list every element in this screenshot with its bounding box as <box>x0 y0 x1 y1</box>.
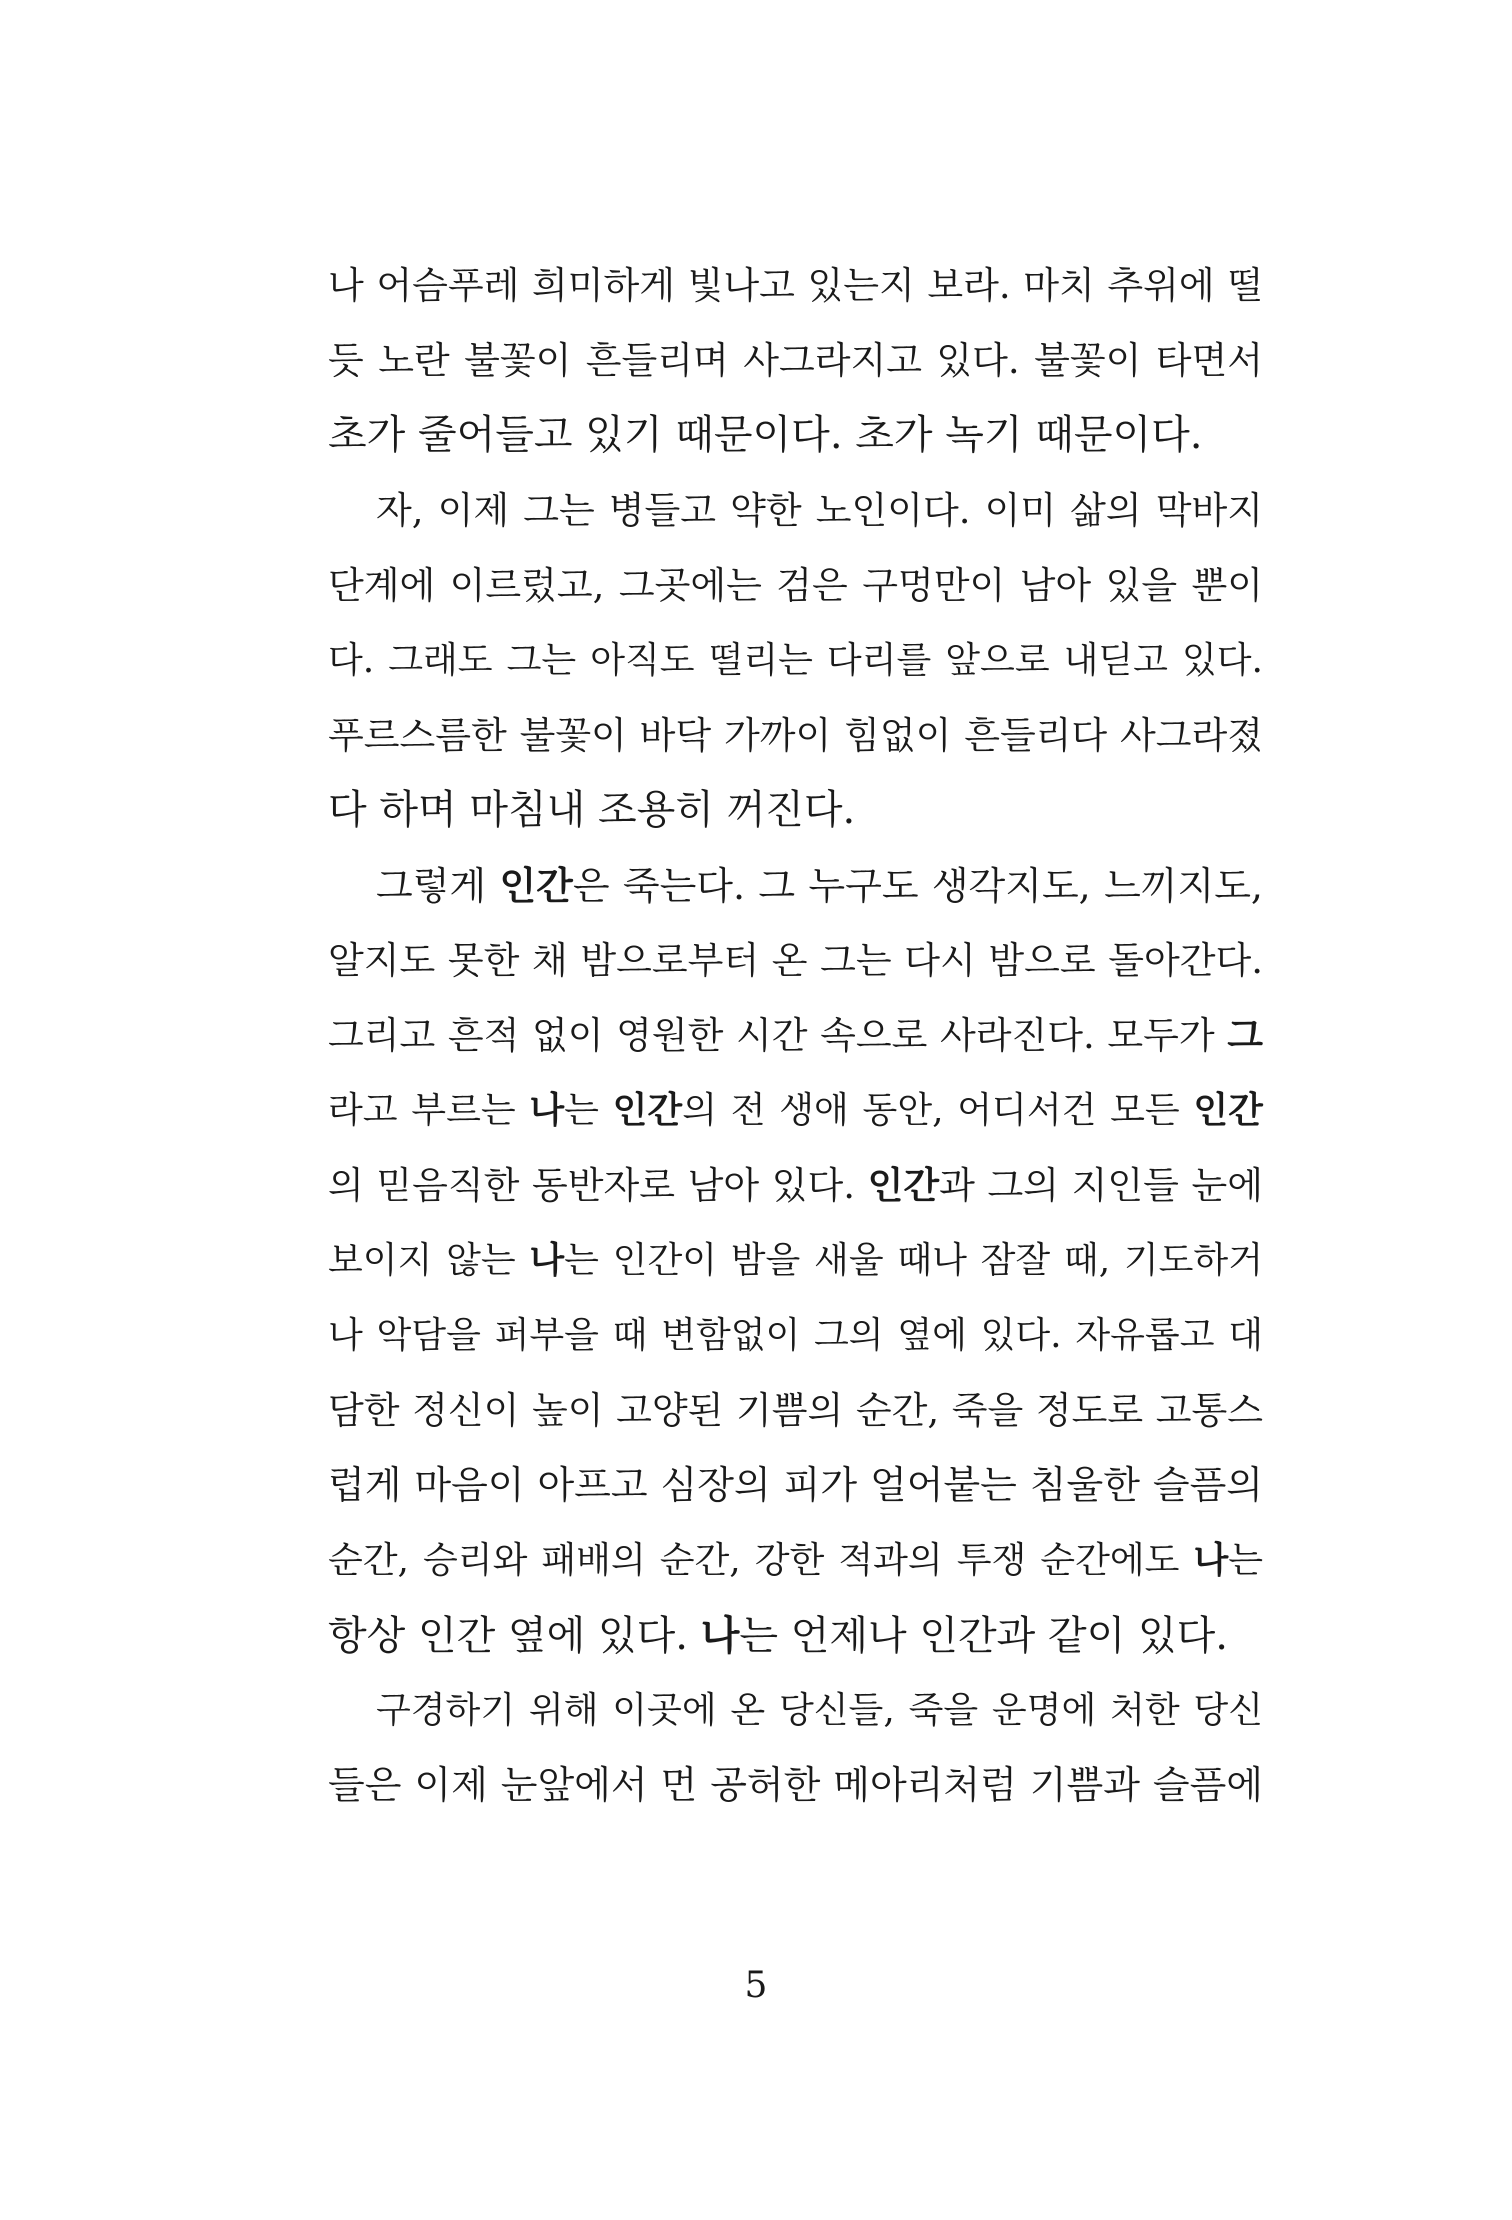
text-segment: 항상 인간 옆에 있다. <box>328 1613 701 1659</box>
text-segment: 은 죽는다. 그 누구도 생각지도, 느끼지도, <box>572 864 1263 908</box>
text-segment: 는 언제나 인간과 같이 있다. <box>739 1613 1228 1659</box>
bold-term: 나 <box>529 1239 565 1281</box>
bold-term: 그 <box>1227 1013 1263 1057</box>
page-number: 5 <box>744 1965 768 2006</box>
text-segment: 보이지 않는 <box>328 1240 530 1281</box>
text-line <box>328 698 1263 773</box>
text-line <box>328 773 1263 848</box>
text-line <box>328 1598 1263 1673</box>
text-line <box>328 1223 1263 1298</box>
text-line <box>328 623 1263 698</box>
bold-term: 나 <box>700 1612 740 1659</box>
text-line <box>328 1298 1263 1373</box>
text-segment: 나 악담을 퍼부을 때 변함없이 그의 옆에 있다. 자유롭고 대 <box>328 1315 1263 1356</box>
text-line <box>328 998 1263 1073</box>
text-line <box>328 1673 1263 1748</box>
text-segment: 그리고 흔적 없이 영원한 시간 속으로 사라진다. 모두가 <box>328 1014 1228 1057</box>
text-line <box>328 548 1263 623</box>
text-line <box>328 848 1263 923</box>
bold-term: 인간 <box>867 1163 940 1207</box>
text-segment: 알지도 못한 채 밤으로부터 온 그는 다시 밤으로 돌아간다. <box>328 939 1263 982</box>
text-segment: 담한 정신이 높이 고양된 기쁨의 순간, 죽을 정도로 고통스 <box>328 1389 1263 1432</box>
text-segment: 는 인간이 밤을 새울 때나 잠잘 때, 기도하거 <box>564 1240 1263 1281</box>
text-line <box>328 1448 1263 1523</box>
text-segment: 초가 줄어들고 있기 때문이다. 초가 녹기 때문이다. <box>328 412 1203 458</box>
text-segment: 는 <box>564 1090 613 1131</box>
text-segment: 과 그의 지인들 눈에 <box>939 1164 1263 1207</box>
text-line <box>328 248 1263 323</box>
text-segment: 나 어슴푸레 희미하게 빛나고 있는지 보라. 마치 추위에 떨 <box>328 264 1263 307</box>
text-segment: 순간, 승리와 패배의 순간, 강한 적과의 투쟁 순간에도 <box>328 1540 1194 1581</box>
text-segment: 자, 이제 그는 병들고 약한 노인이다. 이미 삶의 막바지 <box>376 489 1263 532</box>
text-line <box>328 1373 1263 1448</box>
text-line <box>328 323 1263 398</box>
text-line <box>328 473 1263 548</box>
text-line <box>328 923 1263 998</box>
bold-term: 나 <box>529 1089 565 1131</box>
text-segment: 의 전 생애 동안, 어디서건 모든 <box>682 1090 1194 1131</box>
bold-term: 나 <box>1193 1539 1229 1581</box>
text-segment: 단계에 이르렀고, 그곳에는 검은 구멍만이 남아 있을 뿐이 <box>328 564 1263 607</box>
text-segment: 들은 이제 눈앞에서 먼 공허한 메아리처럼 기쁨과 슬픔에 <box>328 1763 1263 1807</box>
text-segment: 구경하기 위해 이곳에 온 당신들, 죽을 운명에 처한 당신 <box>376 1690 1263 1731</box>
text-segment: 다. 그래도 그는 아직도 떨리는 다리를 앞으로 내딛고 있다. <box>328 640 1263 681</box>
bold-term: 인간 <box>499 863 573 908</box>
bold-term: 인간 <box>1193 1089 1263 1131</box>
text-line <box>328 1748 1263 1823</box>
text-segment: 듯 노란 불꽃이 흔들리며 사그라지고 있다. 불꽃이 타면서 <box>328 339 1263 382</box>
text-segment: 푸르스름한 불꽃이 바닥 가까이 힘없이 흔들리다 사그라졌 <box>328 714 1263 757</box>
text-segment: 의 믿음직한 동반자로 남아 있다. <box>328 1164 868 1207</box>
text-line <box>328 398 1263 473</box>
text-segment: 는 <box>1228 1540 1263 1581</box>
body-text <box>328 248 1263 1823</box>
text-segment: 그렇게 <box>376 864 500 908</box>
text-line <box>328 1148 1263 1223</box>
text-segment: 다 하며 마침내 조용히 꺼진다. <box>328 787 856 833</box>
bold-term: 인간 <box>612 1089 683 1131</box>
text-line <box>328 1523 1263 1598</box>
text-segment: 럽게 마음이 아프고 심장의 피가 얼어붙는 침울한 슬픔의 <box>328 1463 1263 1507</box>
text-segment: 라고 부르는 <box>328 1090 530 1131</box>
text-line <box>328 1073 1263 1148</box>
